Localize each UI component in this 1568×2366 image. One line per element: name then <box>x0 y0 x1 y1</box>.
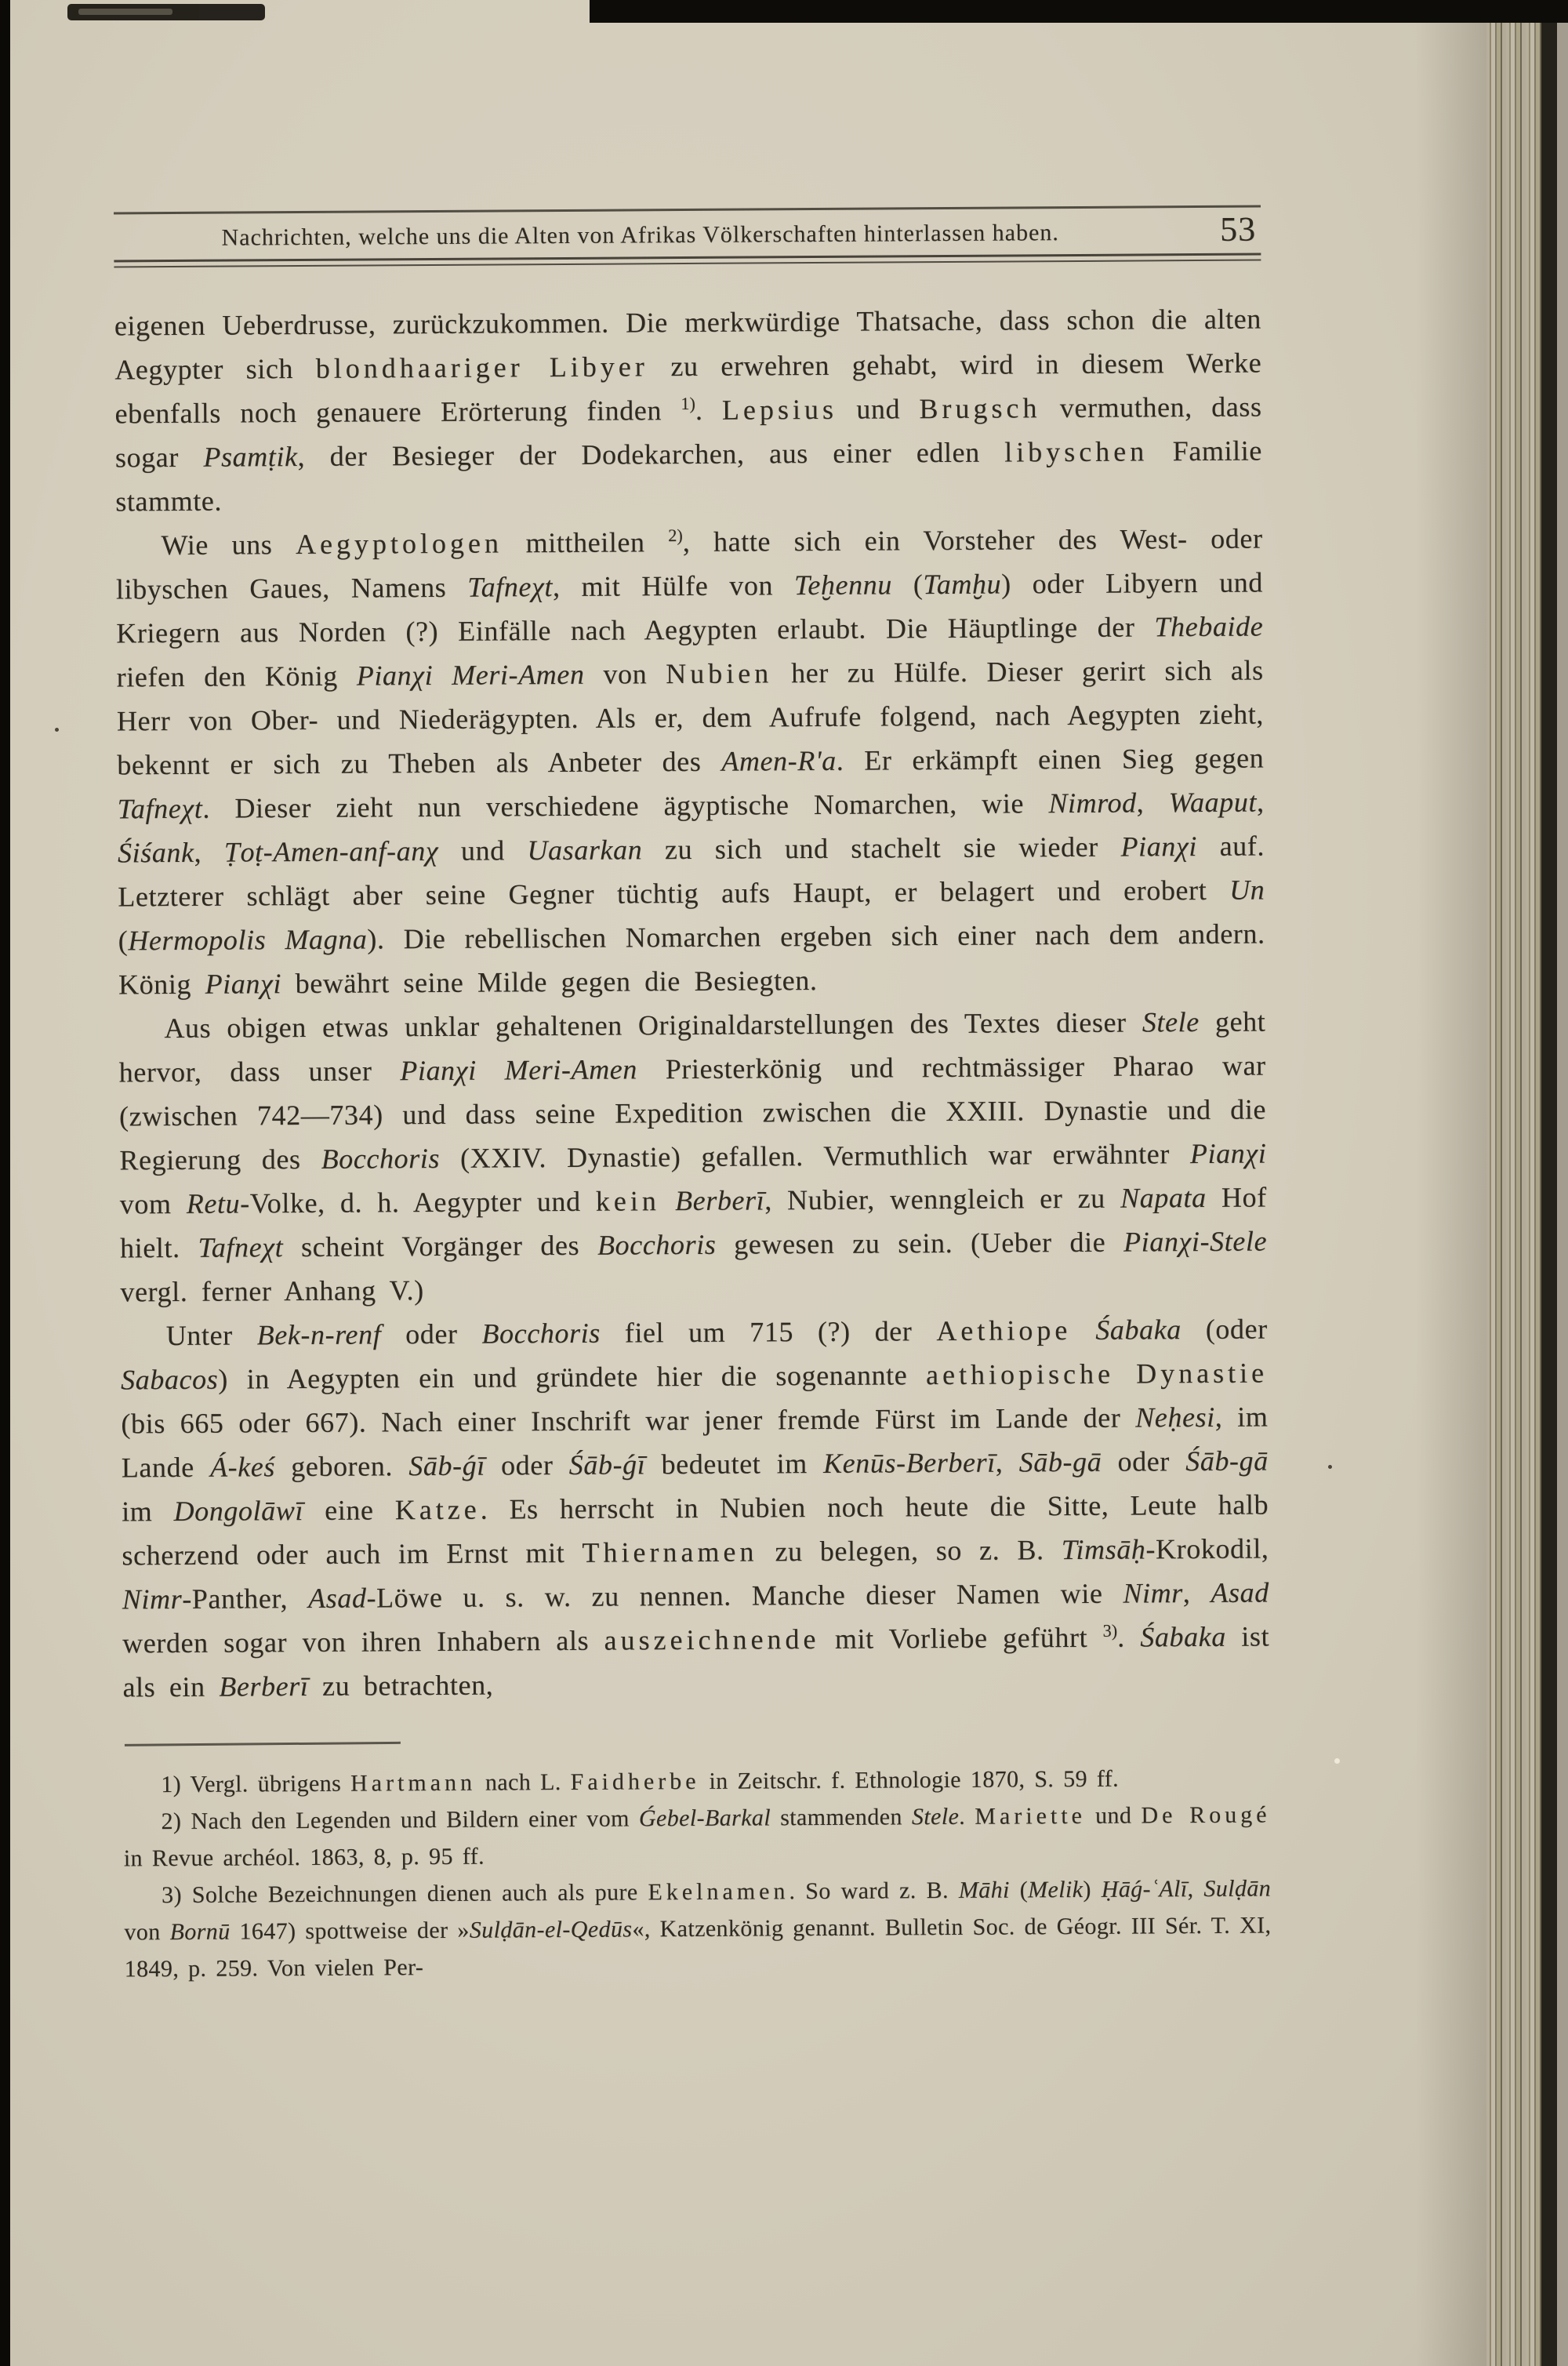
paper <box>10 0 1541 2366</box>
text-segment: Tamḫu <box>923 568 1002 601</box>
text-segment: 1647) spottweise der » <box>230 1917 470 1945</box>
text-segment: Aus obigen etwas unklar gehaltenen Originaldarstellungen des Textes dieser <box>164 1006 1142 1045</box>
text-segment: zu sich und stachelt sie wieder <box>642 830 1121 866</box>
text-segment: Sulḍān <box>1203 1875 1272 1903</box>
text-segment: auf. Letzterer schlägt aber seine Gegner tüchtig aufs Haupt, er belagert und erobert <box>118 830 1265 913</box>
text-segment: , mit Hülfe von <box>552 569 795 603</box>
text-segment: , <box>194 836 225 868</box>
text-segment: 1) <box>681 393 695 414</box>
text-segment: Asad <box>307 1582 367 1614</box>
text-segment: (bis 665 oder 667). Nach einer Inschrift war jener fremde Fürst im Lande der <box>121 1401 1136 1440</box>
dust-speck <box>1328 1465 1332 1469</box>
book-page-edges <box>1486 0 1541 2366</box>
text-segment: Pianχi <box>1120 830 1198 863</box>
paragraph <box>121 1307 1270 1710</box>
text-segment: Nimr <box>122 1583 183 1615</box>
text-segment: (oder <box>1181 1313 1268 1346</box>
text-segment: Stele <box>1142 1006 1200 1038</box>
text-segment: Stele <box>911 1803 960 1830</box>
text-segment: Pianχi <box>1189 1137 1267 1170</box>
scan-artifact-glare <box>78 9 172 15</box>
text-segment: -Panther, <box>182 1582 309 1615</box>
text-segment: , der Besieger der Dodekarchen, aus einer edlen <box>297 436 1005 473</box>
text-segment: Sāb-ǵī <box>408 1449 485 1482</box>
text-segment: Śiśank <box>117 836 194 869</box>
text-segment: ) <box>1083 1876 1102 1903</box>
text-segment: in Revue archéol. 1863, 8, p. 95 ff. <box>123 1843 485 1872</box>
right-edge-strip <box>1557 0 1568 2366</box>
text-segment: Faidherbe <box>570 1768 700 1795</box>
text-segment: Á-keś <box>209 1451 276 1483</box>
text-segment: von <box>584 658 666 690</box>
text-segment: 2) <box>668 525 683 546</box>
top-scan-bar <box>590 0 1568 23</box>
text-segment: vom <box>119 1187 187 1220</box>
text-segment: ( <box>1009 1877 1029 1903</box>
text-segment: . So ward z. B. <box>789 1877 959 1905</box>
text-segment: werden sogar von ihren Inhabern als <box>122 1624 604 1659</box>
text-segment: Thiernamen <box>582 1536 758 1568</box>
text-segment: , <box>995 1446 1019 1478</box>
text-segment: Tafneχt <box>198 1231 284 1263</box>
text-segment: geht hervor, dass unser <box>118 1005 1266 1089</box>
text-segment: scheint Vorgänger des <box>283 1229 598 1263</box>
text-segment: oder <box>485 1448 569 1481</box>
text-segment: , Nubier, wenngleich er zu <box>764 1182 1121 1216</box>
text-segment: geboren. <box>274 1450 409 1483</box>
text-segment: Bornū <box>169 1918 230 1946</box>
text-segment: eine <box>303 1494 395 1527</box>
text-segment: Pianχi-Stele <box>1123 1225 1268 1258</box>
binding-dark-band <box>1541 0 1557 2366</box>
text-segment: Bocchoris <box>321 1142 441 1175</box>
text-segment: Sulḍān-el-Qedūs <box>469 1916 633 1943</box>
text-segment: mit Vorliebe geführt <box>819 1621 1103 1655</box>
text-segment: . Er erkämpft einen Sieg gegen <box>836 742 1265 776</box>
text-segment: Nimrod <box>1048 787 1137 820</box>
text-segment: 2) Nach den Legenden und Bildern einer vom <box>161 1805 640 1835</box>
text-segment: . <box>695 394 723 426</box>
text-segment: oder <box>381 1317 482 1350</box>
text-segment: Aethiope <box>936 1314 1072 1347</box>
text-segment: riefen den König <box>116 660 357 693</box>
text-segment: Berberī <box>674 1184 765 1217</box>
text-segment: Ǵebel-Barkal <box>638 1804 771 1832</box>
text-segment: oder <box>1102 1445 1186 1477</box>
text-segment: , <box>1182 1576 1211 1609</box>
paragraph <box>114 297 1263 524</box>
text-segment: und <box>1085 1802 1142 1829</box>
text-segment: mittheilen <box>502 526 669 559</box>
text-segment: stammenden <box>770 1804 913 1831</box>
text-segment: Wie uns <box>161 529 296 562</box>
footnote-block <box>123 1759 1272 1987</box>
text-segment: -Löwe u. s. w. zu nennen. Manche dieser Namen wie <box>366 1577 1123 1614</box>
paper-right-shadow <box>1416 0 1486 2366</box>
text-segment: in Zeitschr. f. Ethnologie 1870, S. 59 ff. <box>699 1765 1120 1794</box>
text-segment: aethiopische Dynastie <box>925 1357 1269 1391</box>
text-segment: Pianχi <box>205 968 282 1000</box>
text-segment: Pianχi Meri-Amen <box>400 1053 638 1087</box>
text-segment: Lepsius <box>721 393 838 426</box>
text-segment: bewährt seine Milde gegen die Besiegten. <box>281 965 818 1000</box>
text-segment: . Dieser zieht nun verschiedene ägyptische Nomarchen, wie <box>202 787 1049 824</box>
text-segment: Thebaide <box>1154 610 1264 643</box>
text-segment: zu erwehren gehabt, wird in diesem Werke ebenfalls noch genauere Erörterung finden <box>114 347 1262 430</box>
text-segment: Śabaka <box>1095 1314 1181 1346</box>
text-segment: auszeichnende <box>604 1623 820 1656</box>
text-segment: im <box>122 1496 174 1528</box>
text-segment <box>660 1185 675 1216</box>
text-segment: , <box>1136 787 1169 819</box>
paragraph <box>118 1000 1267 1314</box>
text-segment: Nimr <box>1123 1577 1183 1609</box>
text-segment: Bek-n-renf <box>256 1318 382 1351</box>
text-segment: Teḫennu <box>793 569 893 601</box>
footnote <box>124 1870 1272 1987</box>
text-segment: De Rougé <box>1141 1801 1271 1829</box>
text-segment: Berberī <box>219 1670 309 1703</box>
text-block <box>114 297 1270 1710</box>
text-segment: Melik <box>1028 1876 1083 1903</box>
text-segment: «, Katzenkönig genannt. Bulletin Soc. de Géogr. III Sér. T. XI, 1849, p. 259. Von vielen Per- <box>124 1912 1272 1983</box>
text-segment: Śāb-gā <box>1185 1445 1269 1477</box>
text-segment: vergl. ferner Anhang V.) <box>120 1274 424 1308</box>
text-segment: (XXIV. Dynastie) gefallen. Vermuthlich war erwähnter <box>439 1138 1191 1174</box>
text-segment: ). Die rebellischen Nomarchen ergeben sich einer nach dem andern. König <box>118 918 1265 1001</box>
text-segment: Waaput <box>1168 786 1258 819</box>
text-segment: Ekelnamen <box>648 1878 789 1906</box>
text-segment: zu betrachten, <box>308 1669 494 1702</box>
text-segment: , <box>1187 1876 1204 1903</box>
text-segment: Hermopolis Magna <box>128 923 368 957</box>
text-segment: . <box>1117 1621 1141 1653</box>
text-segment: Retu <box>186 1187 241 1219</box>
dust-speck <box>1334 1758 1340 1764</box>
text-segment: kein <box>595 1185 660 1217</box>
text-segment: Māhi <box>958 1877 1010 1903</box>
text-segment: Śāb-ǵī <box>568 1448 646 1481</box>
text-segment: Pianχi Meri-Amen <box>356 658 585 692</box>
text-segment: ) oder Libyern und Kriegern aus Norden (?) Einfälle nach Aegypten erlaubt. Die Häuptlinge der <box>116 566 1264 649</box>
text-segment: 3) <box>1102 1620 1118 1641</box>
text-segment: nach L. <box>475 1768 571 1796</box>
left-spine-bar <box>0 0 10 2366</box>
running-header <box>114 208 1261 260</box>
text-segment: 3) Solche Bezeichnungen dienen auch als pure <box>162 1879 648 1909</box>
text-segment: Hof hielt. <box>119 1181 1267 1264</box>
text-segment: , im Lande <box>121 1401 1269 1484</box>
text-segment: Tafneχt <box>467 571 554 603</box>
text-segment: her zu Hülfe. Dieser gerirt sich als Herr von Ober- und Niederägypten. Als er, dem Aufrufe folgend, nach Aegypten zieht, bekennt er sich zu Theben als Anbeter des <box>116 654 1265 781</box>
text-segment: Katze <box>394 1493 481 1526</box>
text-segment: Bocchoris <box>481 1317 601 1350</box>
page-number: 53 <box>1220 209 1257 249</box>
text-segment: Timsāḥ <box>1061 1533 1146 1566</box>
text-segment: und <box>438 834 528 867</box>
text-segment: Bocchoris <box>597 1228 717 1261</box>
text-segment: Sāb-gā <box>1018 1445 1102 1478</box>
footnote <box>123 1796 1271 1877</box>
text-segment: ( <box>891 569 924 601</box>
text-segment: Neḥesi <box>1135 1401 1215 1434</box>
text-segment: 1) Vergl. übrigens <box>161 1770 351 1798</box>
text-segment: blondhaariger Libyer <box>315 351 648 384</box>
text-segment: vermuthen, dass sogar <box>114 391 1262 474</box>
text-segment: Nubien <box>666 657 773 690</box>
text-segment: Tafneχt <box>117 792 203 825</box>
text-segment: Asad <box>1210 1576 1269 1608</box>
text-segment: Aegyptologen <box>295 527 503 561</box>
footnotes-section <box>123 1736 1272 1987</box>
text-segment: libyschen <box>1004 435 1149 468</box>
text-segment: von <box>124 1919 170 1946</box>
text-segment: Mariette <box>975 1802 1087 1830</box>
paragraph <box>115 517 1265 1007</box>
text-segment <box>1071 1314 1095 1346</box>
text-segment: Hartmann <box>350 1769 477 1797</box>
running-header-title: Nachrichten, welche uns die Alten von Afrikas Völkerschaften hinterlassen haben. <box>221 220 1059 251</box>
text-segment: , hatte sich ein Vorsteher des West- oder libyschen Gaues, Namens <box>115 522 1263 605</box>
text-segment: ( <box>118 925 129 957</box>
text-segment: Ḥāǵ-ʿAlī <box>1101 1876 1188 1903</box>
text-segment: fiel um 715 (?) der <box>600 1315 937 1349</box>
text-segment: ) in Aegypten ein und gründete hier die sogenannte <box>218 1359 927 1395</box>
text-segment: Brugsch <box>919 392 1041 425</box>
dust-speck <box>55 728 59 732</box>
text-segment: Uasarkan <box>527 834 643 867</box>
text-segment: Amen-R'a <box>721 744 837 777</box>
text-segment: Kenūs-Berberī <box>822 1446 996 1479</box>
page-content <box>114 205 1272 1988</box>
text-segment: Sabacos <box>120 1363 219 1396</box>
text-segment: Śabaka <box>1140 1620 1226 1653</box>
text-segment: und <box>837 393 920 425</box>
text-segment: Napata <box>1120 1181 1207 1214</box>
scan-artifact <box>67 4 265 20</box>
text-segment: , <box>1256 786 1265 818</box>
text-segment: Psamṭik <box>203 441 298 473</box>
text-segment: . <box>959 1803 975 1830</box>
text-segment: -Volke, d. h. Aegypter und <box>240 1185 596 1219</box>
text-segment: . Es herrscht in Nubien noch heute die Sitte, Leute halb scherzend oder auch im Ernst mit <box>122 1488 1269 1572</box>
text-segment: Familie stammte. <box>115 434 1263 518</box>
text-segment: bedeutet im <box>645 1447 824 1481</box>
text-segment: Priesterkönig und rechtmässiger Pharao war (zwischen 742—734) und dass seine Expedition zwischen die XXIII. Dynastie und die Regierung des <box>118 1049 1267 1176</box>
text-segment: ist als ein <box>122 1620 1270 1703</box>
text-segment: eigenen Ueberdrusse, zurückzukommen. Die merkwürdige Thatsache, dass schon die alten Aegypter sich <box>114 303 1261 386</box>
text-segment: gewesen zu sein. (Ueber die <box>716 1226 1124 1260</box>
text-segment: Unter <box>165 1319 257 1352</box>
text-segment: -Krokodil, <box>1145 1532 1269 1565</box>
text-segment: Ṭoṭ-Amen-anf-anχ <box>223 834 439 868</box>
footnote-separator <box>125 1742 401 1746</box>
text-segment: Un <box>1229 874 1265 906</box>
text-segment: zu belegen, so z. B. <box>757 1534 1062 1568</box>
text-segment: Dongolāwī <box>173 1495 304 1528</box>
